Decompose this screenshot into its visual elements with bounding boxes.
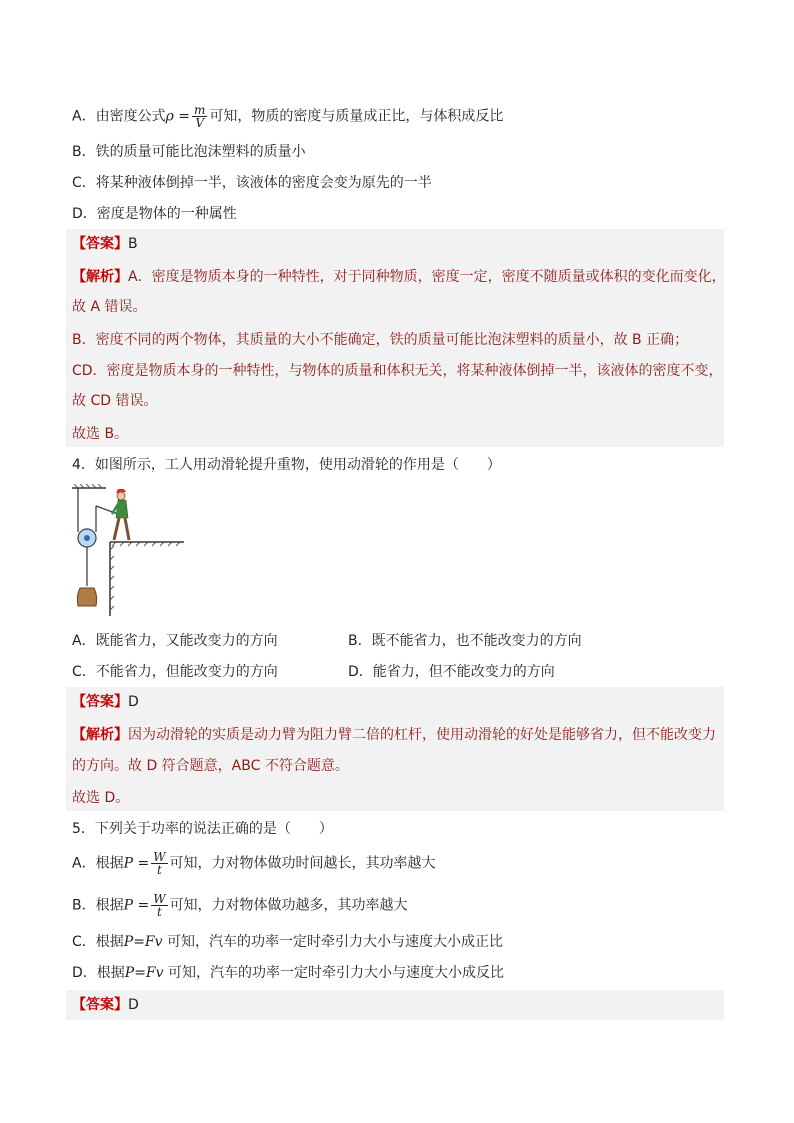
q3-analysis-line-3: B．密度不同的两个物体，其质量的大小不能确定，铁的质量可能比泡沫塑料的质量小，故 B 正确； bbox=[72, 332, 689, 348]
analysis-label: 【解析】 bbox=[72, 269, 128, 285]
analysis-label: 【解析】 bbox=[72, 727, 128, 743]
fraction-numerator: m bbox=[194, 103, 206, 117]
q5-option-c-text: C．根据 bbox=[72, 934, 124, 950]
power-formula-lhs: P = bbox=[123, 897, 150, 914]
power-fraction bbox=[151, 893, 167, 918]
q3-answer bbox=[72, 234, 138, 254]
fraction-numerator: W bbox=[153, 892, 166, 906]
answer-label: 【答案】 bbox=[72, 694, 128, 710]
fraction-denominator: V bbox=[195, 116, 205, 130]
q5-option-b-suffix: 可知，力对物体做功越多，其功率越大 bbox=[169, 897, 408, 914]
q4-option-a: A．既能省力，又能改变力的方向 bbox=[72, 633, 278, 649]
q5-option-b-text: B．根据 bbox=[72, 897, 124, 914]
q5-option-d-text: D．根据 bbox=[72, 965, 125, 981]
q3-analysis-line-5: 故 CD 错误。 bbox=[72, 393, 158, 409]
answer-value: D bbox=[128, 997, 139, 1013]
power-formula-lhs: P = bbox=[123, 855, 150, 872]
q4-analysis-line-1 bbox=[72, 725, 716, 745]
power-fraction bbox=[151, 851, 167, 876]
answer-value: D bbox=[128, 694, 139, 710]
q5-option-c bbox=[72, 932, 503, 952]
q4-stem: 4．如图所示，工人用动滑轮提升重物，使用动滑轮的作用是（ ） bbox=[72, 457, 501, 473]
power-formula: P=Fv bbox=[123, 934, 163, 950]
q4-option-b: B．既不能省力，也不能改变力的方向 bbox=[348, 633, 582, 649]
q3-analysis-line-4: CD．密度是物质本身的一种特性，与物体的质量和体积无关，将某种液体倒掉一半，该液体的密度不变， bbox=[72, 363, 723, 379]
answer-label: 【答案】 bbox=[72, 997, 128, 1013]
q3-option-a bbox=[72, 104, 503, 129]
analysis-text: 因为动滑轮的实质是动力臂为阻力臂二倍的杠杆，使用动滑轮的好处是能够省力，但不能改变力 bbox=[128, 727, 716, 743]
q4-answer-box bbox=[66, 687, 724, 811]
answer-value: B bbox=[128, 236, 138, 252]
q5-stem: 5．下列关于功率的说法正确的是（ ） bbox=[72, 821, 333, 837]
fraction-denominator: t bbox=[156, 863, 162, 877]
pulley-axle bbox=[84, 535, 90, 541]
q4-answer bbox=[72, 692, 139, 712]
q5-answer bbox=[72, 995, 139, 1015]
q5-answer-box bbox=[66, 990, 724, 1020]
q3-analysis-line-1 bbox=[72, 267, 726, 287]
q5-option-a-suffix: 可知，力对物体做功时间越长，其功率越大 bbox=[169, 855, 436, 872]
q4-option-c: C．不能省力，但能改变力的方向 bbox=[72, 664, 278, 680]
q3-option-a-suffix: 可知，物质的密度与质量成正比，与体积成反比 bbox=[209, 108, 504, 125]
q5-option-b bbox=[72, 893, 408, 918]
q3-option-a-text: A．由密度公式 bbox=[72, 108, 166, 125]
worker-figure bbox=[112, 489, 129, 540]
q3-option-b: B．铁的质量可能比泡沫塑料的质量小 bbox=[72, 144, 306, 160]
q5-option-a-text: A．根据 bbox=[72, 855, 124, 872]
q3-analysis-line-2: 故 A 错误。 bbox=[72, 299, 147, 315]
analysis-text: A．密度是物质本身的一种特性，对于同种物质，密度一定，密度不随质量或体积的变化而变化， bbox=[128, 269, 726, 285]
density-fraction bbox=[192, 104, 207, 129]
pulley-figure bbox=[66, 484, 188, 618]
q3-conclusion: 故选 B。 bbox=[72, 426, 129, 442]
answer-label: 【答案】 bbox=[72, 236, 128, 252]
q5-option-c-suffix: 可知，汽车的功率一定时牵引力大小与速度大小成正比 bbox=[162, 934, 504, 950]
q5-option-a bbox=[72, 851, 436, 876]
q5-option-d bbox=[72, 963, 504, 983]
fraction-numerator: W bbox=[153, 850, 166, 864]
sack-load bbox=[77, 588, 96, 606]
q4-analysis-line-2: 的方向。故 D 符合题意，ABC 不符合题意。 bbox=[72, 758, 349, 774]
q3-option-c: C．将某种液体倒掉一半，该液体的密度会变为原先的一半 bbox=[72, 175, 432, 191]
fraction-denominator: t bbox=[156, 905, 162, 919]
q3-option-d: D．密度是物体的一种属性 bbox=[72, 206, 237, 222]
q5-option-d-suffix: 可知，汽车的功率一定时牵引力大小与速度大小成反比 bbox=[163, 965, 505, 981]
q4-option-d: D．能省力，但不能改变力的方向 bbox=[348, 664, 555, 680]
power-formula: P=Fv bbox=[124, 965, 164, 981]
q4-conclusion: 故选 D。 bbox=[72, 790, 130, 806]
density-formula-lhs: ρ = bbox=[165, 108, 190, 125]
